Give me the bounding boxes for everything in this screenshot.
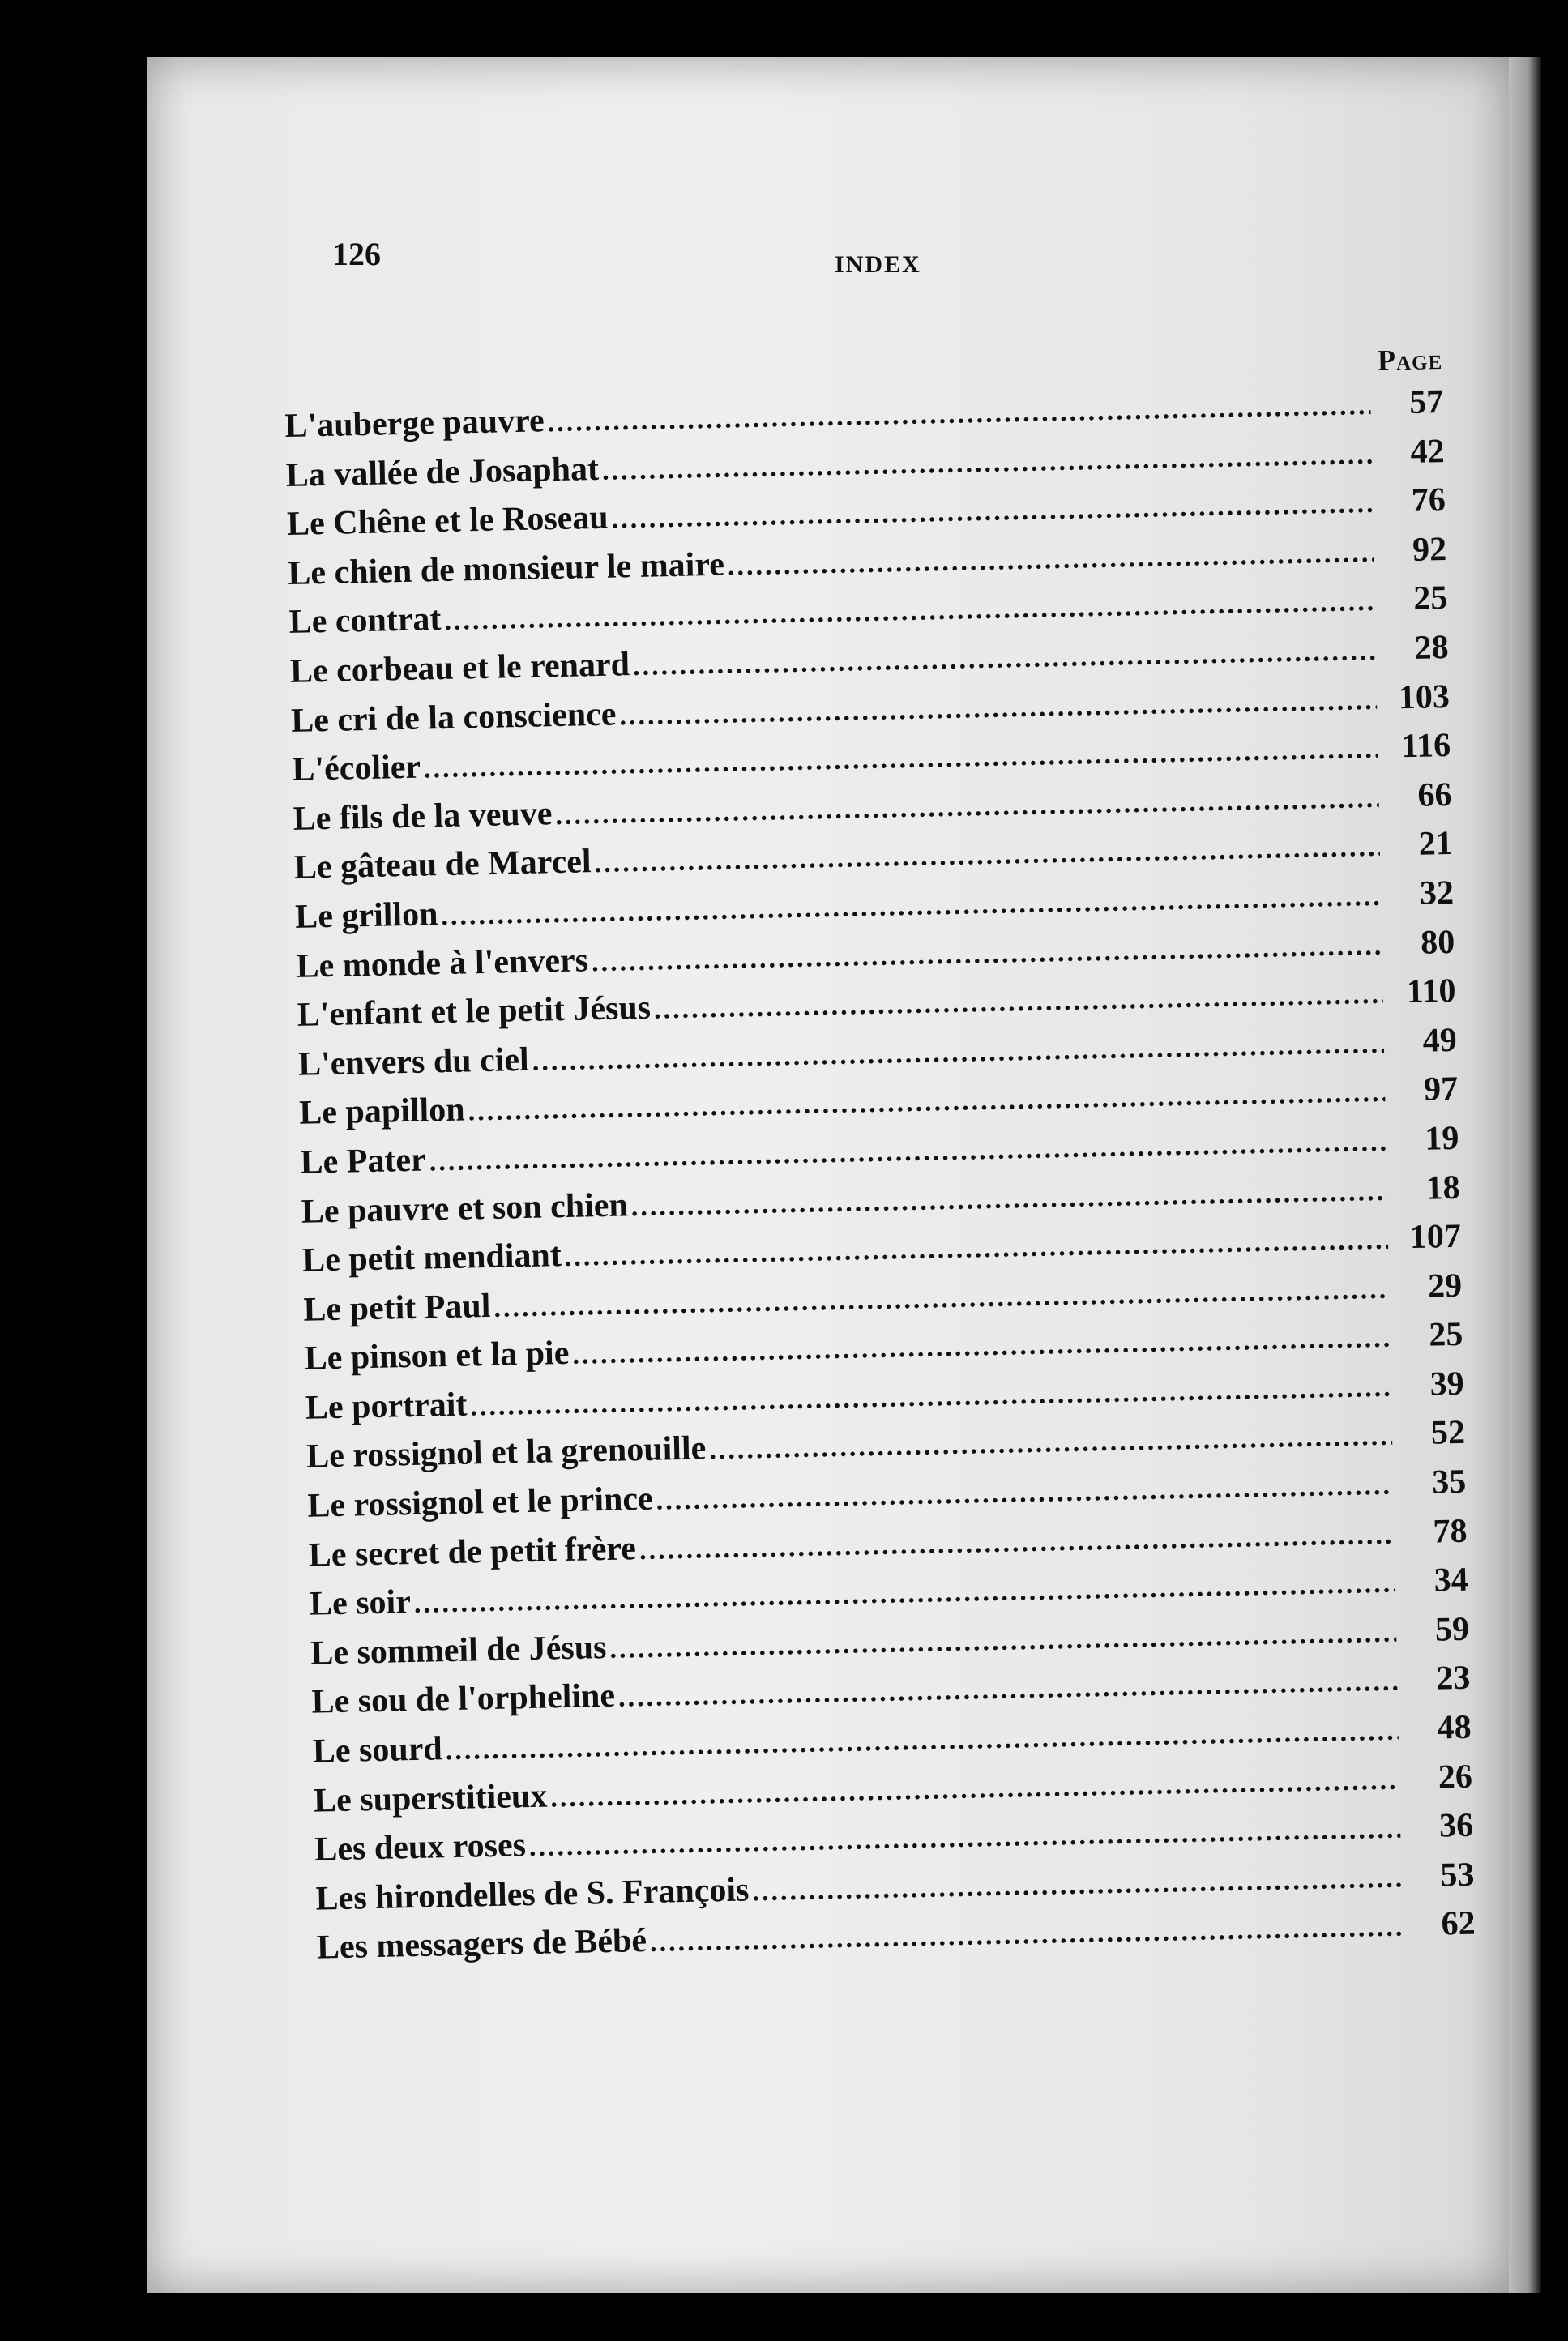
entry-title: Le grillon: [294, 895, 438, 936]
entry-title: Le pauvre et son chien: [301, 1185, 629, 1231]
entry-page-number: 76: [1411, 481, 1446, 520]
entry-title: Le rossignol et le prince: [307, 1480, 654, 1525]
entry-title: L'écolier: [291, 748, 421, 789]
page-header: [332, 235, 1369, 292]
entry-title: Le monde à l'envers: [296, 941, 589, 985]
entry-page-number: 97: [1423, 1070, 1459, 1109]
entry-title: Le soir: [309, 1583, 412, 1623]
entry-page-number: 110: [1406, 972, 1456, 1011]
entry-page-number: 103: [1398, 677, 1451, 716]
entry-title: L'envers du ciel: [297, 1040, 530, 1083]
entry-page-number: 18: [1425, 1168, 1461, 1207]
entry-page-number: 34: [1433, 1561, 1469, 1600]
entry-page-number: 28: [1414, 628, 1450, 667]
entry-title: Les deux roses: [314, 1826, 527, 1869]
page-column-heading: Page: [1377, 343, 1443, 377]
entry-title: Le chien de monsieur le maire: [287, 545, 725, 592]
entry-title: Le contrat: [288, 600, 442, 642]
entry-title: Le superstitieux: [313, 1777, 548, 1820]
entry-page-number: 26: [1438, 1758, 1473, 1796]
book-spine-edge: [1509, 57, 1541, 2293]
entry-page-number: 21: [1418, 825, 1454, 864]
entry-title: Le petit Paul: [302, 1287, 491, 1329]
running-title: INDEX: [835, 251, 921, 278]
entry-page-number: 80: [1420, 923, 1455, 962]
entry-page-number: 39: [1429, 1365, 1465, 1403]
entry-page-number: 23: [1435, 1660, 1471, 1698]
entry-title: Le gâteau de Marcel: [293, 843, 592, 887]
entry-page-number: 59: [1434, 1610, 1470, 1649]
entry-title: Le papillon: [298, 1091, 466, 1133]
entry-page-number: 35: [1431, 1463, 1467, 1502]
entry-page-number: 66: [1416, 775, 1452, 814]
entry-page-number: 25: [1428, 1316, 1463, 1354]
entry-page-number: 25: [1412, 579, 1448, 618]
entry-page-number: 36: [1438, 1806, 1474, 1845]
entry-title: L'auberge pauvre: [284, 402, 545, 445]
entry-title: Le petit mendiant: [301, 1237, 562, 1279]
entry-page-number: 29: [1427, 1267, 1463, 1305]
entry-title: Le pinson et la pie: [304, 1335, 570, 1378]
entry-title: Le sourd: [312, 1730, 443, 1771]
entry-page-number: 92: [1412, 530, 1447, 569]
entry-title: Le sou de l'orpheline: [311, 1677, 616, 1722]
entry-title: Les hirondelles de S. François: [315, 1871, 750, 1918]
entry-title: Le sommeil de Jésus: [310, 1628, 607, 1672]
entry-title: Le Pater: [300, 1141, 427, 1181]
entry-title: Le cri de la conscience: [290, 695, 617, 740]
entry-page-number: 52: [1430, 1414, 1466, 1453]
entry-title: Le secret de petit frère: [308, 1529, 637, 1574]
entry-page-number: 48: [1437, 1708, 1472, 1747]
index-list: [284, 340, 1476, 1973]
entry-title: Le portrait: [305, 1386, 468, 1427]
page-number: 126: [332, 236, 381, 272]
entry-title: Le fils de la veuve: [293, 794, 553, 838]
entry-title: La vallée de Josaphat: [285, 450, 600, 494]
entry-page-number: 116: [1401, 727, 1451, 766]
entry-page-number: 57: [1408, 383, 1444, 421]
index-entries: [284, 378, 1476, 1973]
entry-title: Le corbeau et le renard: [289, 646, 630, 690]
entry-title: Le Chêne et le Roseau: [286, 498, 609, 544]
entry-page-number: 49: [1422, 1021, 1458, 1060]
entry-page-number: 107: [1409, 1217, 1462, 1257]
entry-page-number: 53: [1439, 1856, 1475, 1895]
entry-page-number: 42: [1410, 432, 1446, 471]
entry-page-number: 32: [1419, 874, 1455, 912]
entry-page-number: 62: [1441, 1905, 1476, 1943]
entry-page-number: 78: [1432, 1512, 1468, 1551]
entry-page-number: 19: [1424, 1119, 1459, 1158]
entry-title: Le rossignol et la grenouille: [305, 1429, 707, 1476]
entry-title: L'enfant et le petit Jésus: [297, 989, 652, 1034]
entry-title: Les messagers de Bébé: [316, 1922, 647, 1967]
